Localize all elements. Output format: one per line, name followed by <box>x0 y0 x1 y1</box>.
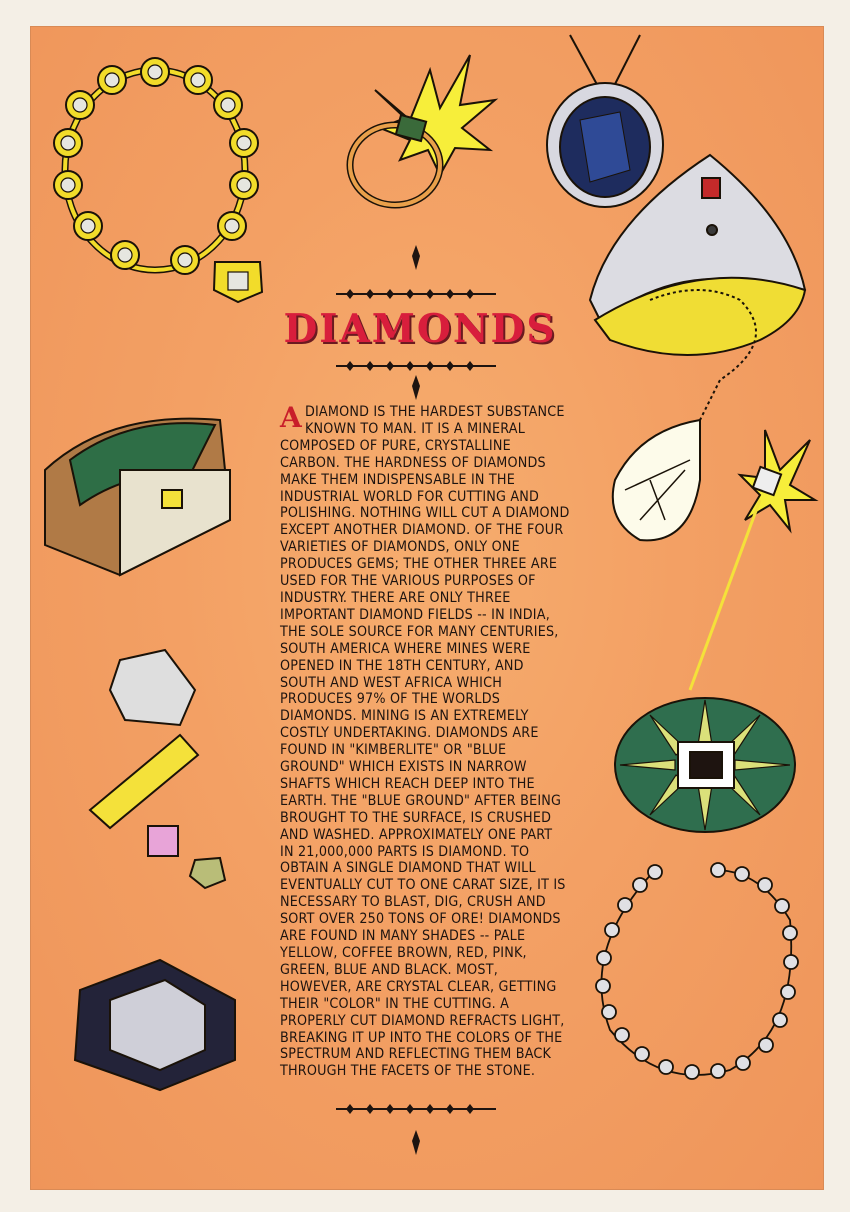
article-body <box>280 401 570 1080</box>
drop-cap: A <box>280 401 302 434</box>
stick-pin-icon <box>690 430 815 690</box>
cut-diamonds-icon <box>90 650 225 888</box>
emerald-brooch-icon <box>615 698 795 832</box>
sapphire-pendant-icon <box>547 35 663 207</box>
article-text: DIAMOND IS THE HARDEST SUBSTANCE KNOWN TO MAN. IT IS A MINERAL COMPOSED OF PURE, CRYSTALLINE CARBON. THE HARDNESS OF DIAMONDS MAKE THEM INDISPENSABLE IN THE INDUSTRIAL WORLD FOR CUTTING AND POLISHING. NOTHING WILL CUT A DIAMOND EXCEPT ANOTHER DIAMOND. OF THE FOUR VARIETIES OF DIAMONDS, ONLY ONE PRODUCES GEMS; THE OTHER THREE ARE USED FOR THE VARIOUS PURPOSES OF INDUSTRY. THERE ARE ONLY THREE IMPORTANT DIAMOND FIELDS -- IN INDIA, THE SOLE SOURCE FOR MANY CENTURIES, SOUTH AMERICA WHERE MINES WERE OPENED IN THE 18TH CENTURY, AND SOUTH AND WEST AFRICA WHICH PRODUCES 97% OF THE WORLDS DIAMONDS. MINING IS AN EXTREMELY COSTLY UNDERTAKING. DIAMONDS ARE FOUND IN "KIMBERLITE" OR "BLUE GROUND" WHICH EXISTS IN NARROW SHAFTS WHICH REACH DEEP INTO THE EARTH. THE "BLUE GROUND" AFTER BEING BROUGHT TO THE SURFACE, IS CRUSHED AND WASHED. APPROXIMATELY ONE PART IN 21,000,000 PARTS IS DIAMOND. TO OBTAIN A SINGLE DIAMOND THAT WILL EVENTUALLY CUT TO ONE CARAT SIZE, IT IS NECESSARY TO BLAST, DIG, CRUSH AND SORT OVER 250 TONS OF ORE! DIAMONDS ARE FOUND IN MANY SHADES -- PALE YELLOW, COFFEE BROWN, RED, PINK, GREEN, BLUE AND BLACK. MOST, HOWEVER, ARE CRYSTAL CLEAR, GETTING THEIR "COLOR" IN THE CUTTING. A PROPERLY CUT DIAMOND REFRACTS LIGHT, BREAKING IT UP INTO THE COLORS OF THE SPECTRUM AND REFLECTING THEM BACK THROUGH THE FACETS OF THE STONE. <box>280 404 570 1080</box>
diamond-ring-icon <box>350 55 495 205</box>
page-title: DIAMONDS <box>283 306 557 352</box>
black-emerald-cut-gem-icon <box>75 960 235 1090</box>
gold-bracelet-icon <box>54 58 262 302</box>
pearl-necklace-icon <box>596 863 798 1079</box>
jewel-chest-icon <box>45 419 230 575</box>
